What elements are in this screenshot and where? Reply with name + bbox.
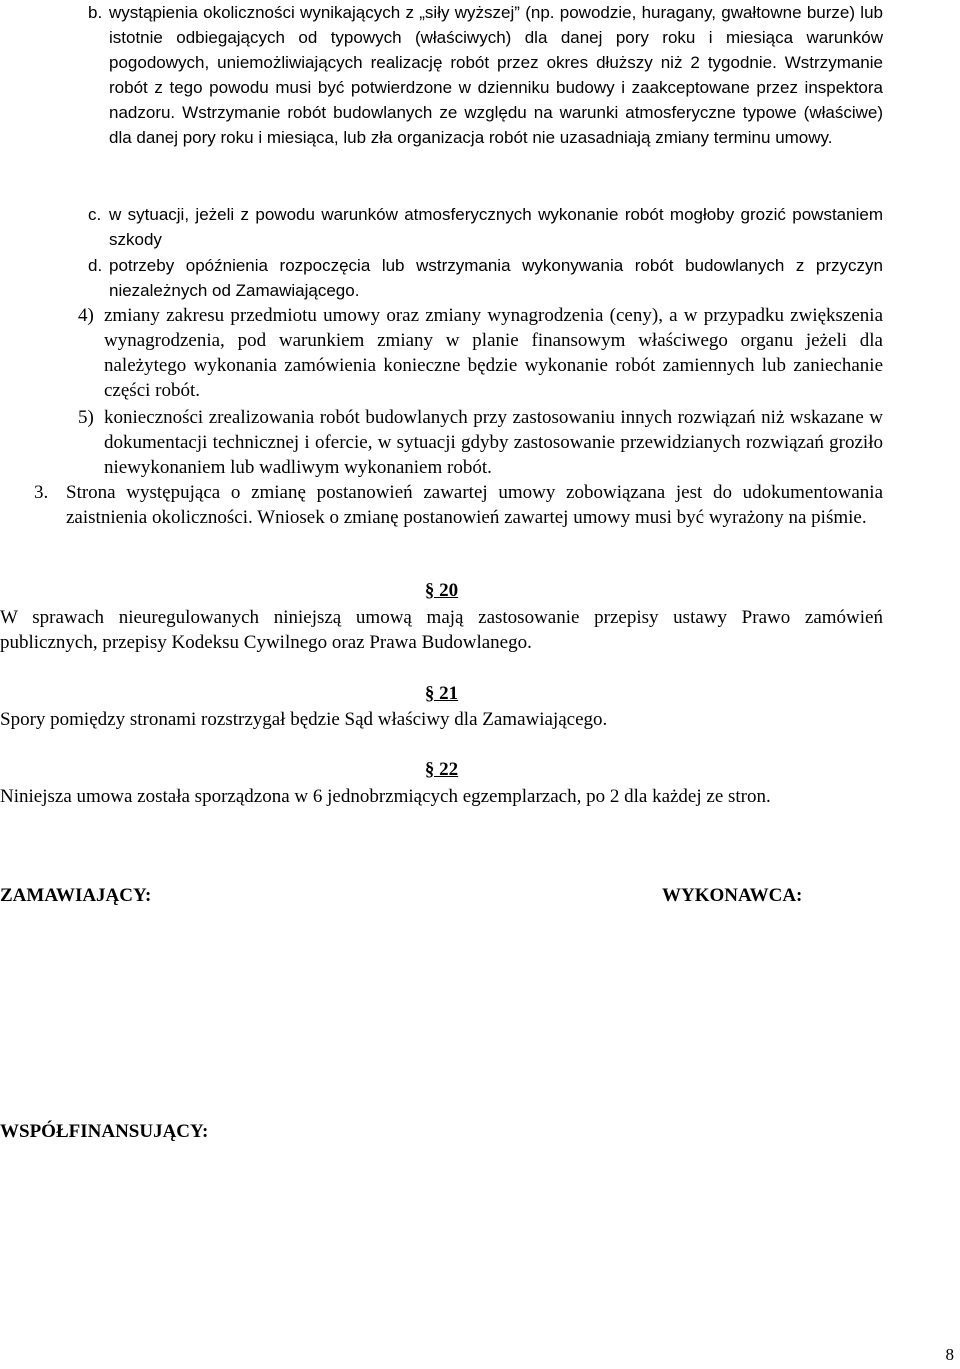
signature-wspolfinansujacy: WSPÓŁFINANSUJĄCY: — [0, 1121, 209, 1142]
list-item-text: w sytuacji, jeżeli z powodu warunków atmosferycznych wykonanie robót mogłoby grozić powstaniem szkody — [109, 205, 883, 249]
list-marker: c. — [88, 205, 102, 224]
list-marker: d. — [88, 256, 103, 275]
list-marker: 5) — [78, 407, 94, 428]
list-item-text: wystąpienia okoliczności wynikających z „siły wyższej” (np. powodzie, huragany, gwałtowne burze) lub istotnie odbiegających od typowych (właściwych) dla danej pory roku i miesiąca warunków pogodowych, uniemożliwiających realizację robót przez okres dłuższy niż 2 tygodnie. Wstrzymanie robót z tego powodu musi być potwierdzone w dzienniku budowy i zaakceptowane przez inspektora nadzoru. Wstrzymanie robót budowlanych ze względu na warunki atmosferyczne typowe (właściwe) dla danej pory roku i miesiąca, lub zła organizacja robót nie uzasadniają zmiany terminu umowy. — [109, 3, 883, 147]
list-item-text: potrzeby opóźnienia rozpoczęcia lub wstrzymania wykonywania robót budowlanych z przyczyn niezależnych od Zamawiającego. — [109, 256, 883, 300]
list-marker: 4) — [78, 305, 94, 326]
section-text-22: Niniejsza umowa została sporządzona w 6 jednobrzmiących egzemplarzach, po 2 dla każdej ze stron. — [0, 786, 771, 807]
signature-wykonawca: WYKONAWCA: — [662, 885, 803, 906]
section-heading-21: § 21 — [424, 683, 459, 704]
list-marker: b. — [88, 3, 103, 22]
signature-zamawiajacy: ZAMAWIAJĄCY: — [0, 885, 152, 906]
list-item-text: Strona występująca o zmianę postanowień zawartej umowy zobowiązana jest do udokumentowania zaistnienia okoliczności. Wniosek o zmianę postanowień zawartej umowy musi być wyrażony na piśmie. — [66, 482, 883, 528]
list-item-text: konieczności zrealizowania robót budowlanych przy zastosowaniu innych rozwiązań niż wskazane w dokumentacji technicznej i ofercie, w sytuacji gdyby zastosowanie przewidzianych rozwiązań groziło niewykonaniem lub wadliwym wykonaniem robót. — [104, 407, 883, 478]
section-heading-20: § 20 — [424, 580, 459, 601]
section-heading-22: § 22 — [424, 759, 459, 780]
list-item-text: zmiany zakresu przedmiotu umowy oraz zmiany wynagrodzenia (ceny), a w przypadku zwiększenia wynagrodzenia, pod warunkiem zmiany w planie finansowym właściwego organu jeżeli dla należytego wykonania zamówienia konieczne będzie wykonanie robót zamiennych lub zaniechanie części robót. — [104, 305, 883, 401]
page-number: 8 — [945, 1345, 954, 1364]
section-text-20: W sprawach nieuregulowanych niniejszą umową mają zastosowanie przepisy ustawy Prawo zamówień publicznych, przepisy Kodeksu Cywilnego oraz Prawa Budowlanego. — [0, 607, 883, 653]
section-text-21: Spory pomiędzy stronami rozstrzygał będzie Sąd właściwy dla Zamawiającego. — [0, 709, 608, 730]
list-marker: 3. — [34, 482, 49, 503]
